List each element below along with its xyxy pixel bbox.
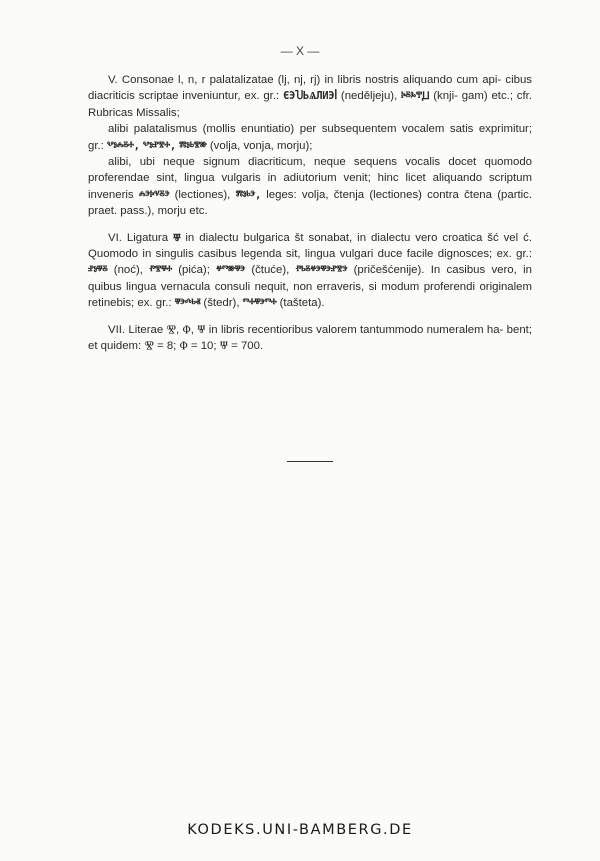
text-body xyxy=(88,72,532,355)
glagolitic-word: ⱍⱅⱆⱋⰵ xyxy=(216,264,246,277)
text-line: alibi, ubi neque signum diacriticum, neque sequens vocalis docet quomodo xyxy=(108,156,532,169)
text-line: originalem retinebis; ex. gr.: xyxy=(88,280,533,310)
text-line: bent; et quidem: Ⰺ = 8; Ⱇ = 10; Ⱋ = 700. xyxy=(88,323,532,353)
glagolitic-word: ⱋⰵⰴⱃⱏ xyxy=(174,297,201,310)
text-line: V. Consonae l, n, r palatalizatae (lj, nj, rj) in libris nostris aliquando cum api- xyxy=(108,74,502,86)
footer-watermark: KODEKS.UNI-BAMBERG.DE xyxy=(187,822,413,838)
section-divider xyxy=(287,461,333,462)
section-7-paragraph xyxy=(88,322,532,355)
text-line: (štedr), xyxy=(203,297,240,310)
text-line: Quomodo in singulis casibus legenda sit, lingua vulgari duce facile dignosces; ex. gr.: xyxy=(88,248,532,261)
text-line: (pića); xyxy=(178,264,210,277)
text-line: (čtuće), xyxy=(251,264,290,277)
text-line: čtena (partic. praet. pass.), morju etc. xyxy=(88,188,533,218)
glagolitic-word: ЄЭႮЬѦЛИЭꟾ xyxy=(282,90,338,103)
text-line: VII. Literae Ⰺ, Ⱇ, Ⱋ in libris recentioribus valorem tantummodo numeralem ha- xyxy=(108,323,504,336)
glagolitic-word: ⰽⰻⰳⰹꙠ xyxy=(401,90,430,103)
text-line: cibus diacriticis scriptae inveniuntur, ex. gr.: xyxy=(88,74,532,103)
text-line: in dialectu bulgarica št sonabat, in dialectu vero croatica šć vel ć. xyxy=(185,231,533,244)
text-line: gam) etc.; cfr. Rubricas Missalis; xyxy=(88,90,532,119)
text-line: (tašteta). xyxy=(279,297,325,310)
text-line: VI. Ligatura xyxy=(108,231,169,244)
text-line: leges: volja, čtenja (lectiones) contra xyxy=(266,188,459,201)
section-5-paragraph-3 xyxy=(88,154,532,220)
glagolitic-word: ⱀⱁⱋⰻ xyxy=(88,264,108,277)
page-number: — X — xyxy=(280,44,320,58)
glagolitic-word: ⱂⱃⰻⱍⰵⱋⰵⱀⰺⰵ xyxy=(295,264,348,277)
glagolitic-word: ⱅⰰⱋⰵⱅⰰ xyxy=(242,297,277,310)
text-line: (nedělјeju), xyxy=(340,90,398,103)
section-5-paragraph-1 xyxy=(88,72,532,121)
section-5-paragraph-2 xyxy=(88,121,532,154)
glagolitic-ligature: Ⱋ xyxy=(173,231,181,244)
text-line: inveneris xyxy=(88,188,134,201)
glagolitic-word: ⰾⰵⰽⱌⰻⰵ xyxy=(138,188,170,201)
text-line: (knji- xyxy=(433,90,458,103)
text-line: (lectiones), xyxy=(174,188,231,201)
text-line: (volja, vonja, morju); xyxy=(209,139,313,152)
glagolitic-word: ⰿⱁⱃⰺⱆ xyxy=(179,139,207,152)
text-line: vero, in quibus lingua vernacula consuli nequit, non erraveris, si modum proferendi xyxy=(88,264,532,293)
glagolitic-word: ⰲⱁⱀⰺⰰ, xyxy=(142,139,176,152)
text-line: alibi palatalismus (mollis enuntiatio) per subsequentem vocalem satis exprimitur; xyxy=(108,123,532,136)
text-line: gr.: xyxy=(88,139,104,152)
glagolitic-word: ⰲⱁⰾⰻⰰ, xyxy=(107,139,140,152)
glagolitic-word: ⱂⰺⱋⰰ xyxy=(149,264,172,277)
glagolitic-word: ⰿⱁⱃⰵ, xyxy=(235,188,261,201)
section-6-paragraph xyxy=(88,230,532,312)
text-line: proferendae sint, lingua vulgaris in adiutorium venit; hinc licet aliquando scriptum xyxy=(88,172,532,185)
text-line: (pričešćenije). In casibus xyxy=(353,264,486,277)
text-line: (noć), xyxy=(113,264,143,277)
